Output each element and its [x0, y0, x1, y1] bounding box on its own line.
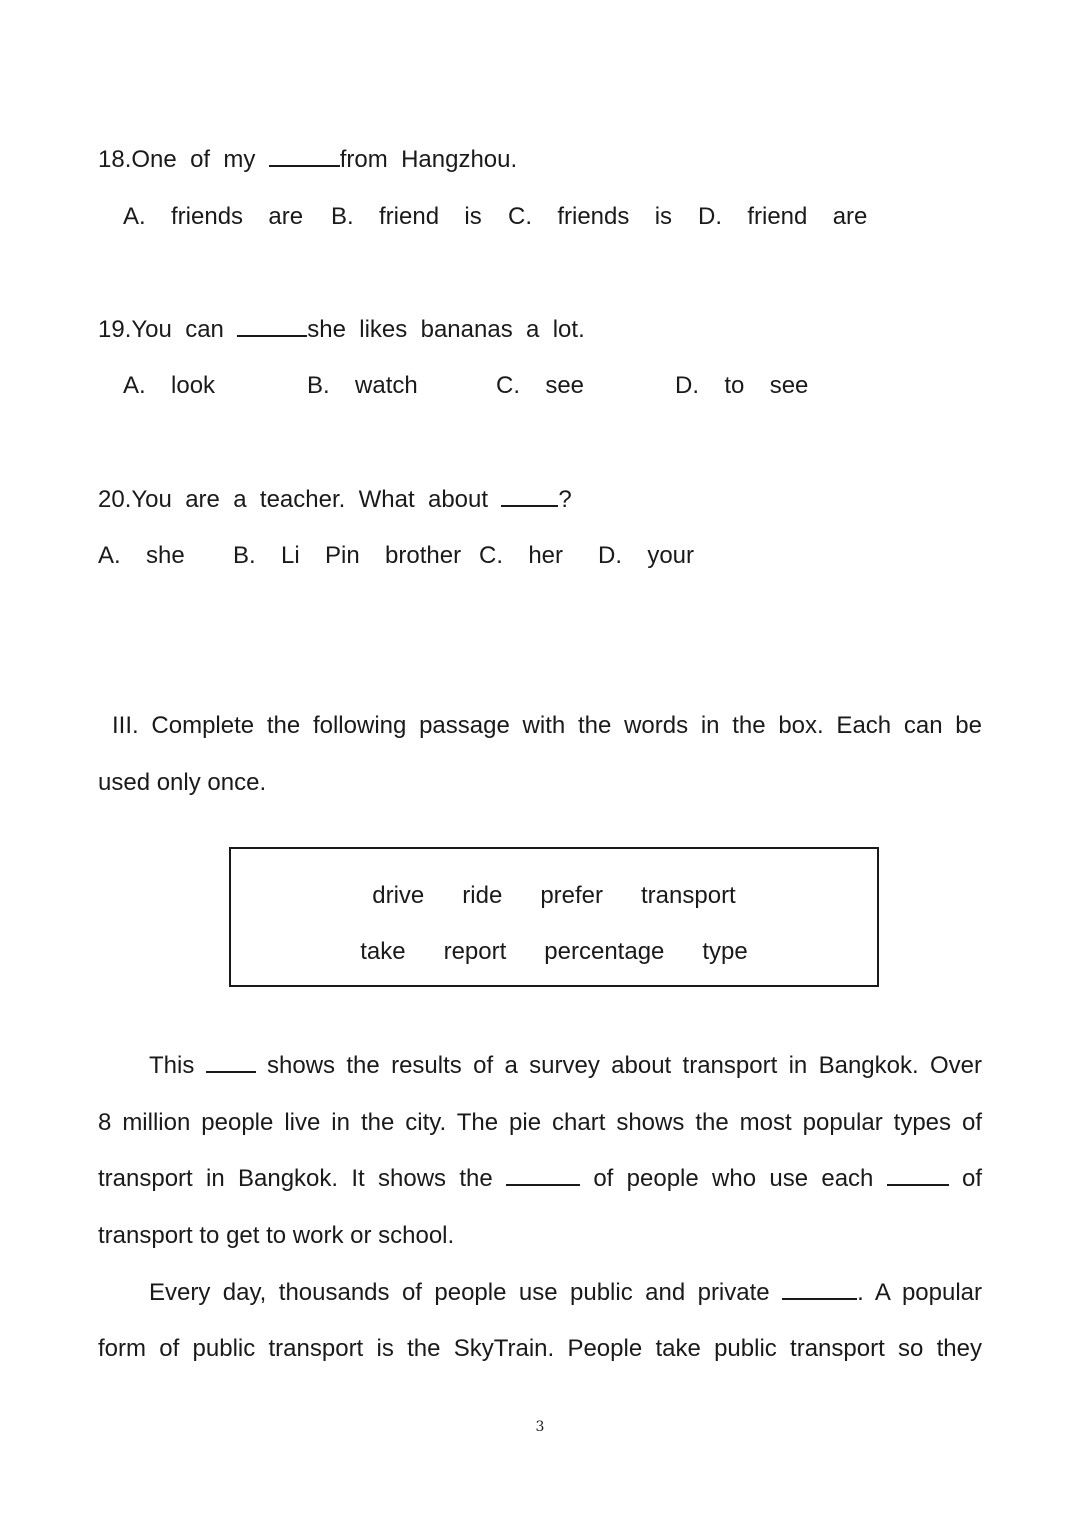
q18-option-d[interactable]: D. friend are: [698, 203, 868, 230]
word-bank-item: ride: [462, 882, 503, 909]
section-3-instruction-line1: III. Complete the following passage with the words in the box. Each can be: [112, 712, 982, 739]
answer-blank[interactable]: [269, 145, 340, 167]
q18-option-b[interactable]: B. friend is: [331, 203, 482, 230]
word-bank-row-1: [231, 881, 877, 911]
passage-blank[interactable]: [506, 1164, 580, 1186]
passage-line-5: Every day, thousands of people use public and private . A popular: [149, 1279, 983, 1306]
q20-option-c[interactable]: C. her: [479, 542, 564, 569]
word-bank-item: drive: [372, 882, 425, 909]
passage-blank[interactable]: [887, 1164, 949, 1186]
section-3-instruction-line2: used only once.: [98, 769, 267, 796]
passage-line-2: 8 million people live in the city. The pie chart shows the most popular types of: [98, 1109, 982, 1136]
passage-line-4: transport to get to work or school.: [98, 1222, 455, 1249]
q19-option-a[interactable]: A. look: [123, 372, 216, 399]
word-bank-item: type: [702, 938, 748, 965]
q19-option-d[interactable]: D. to see: [675, 372, 809, 399]
question-20: 20.You are a teacher. What about ?: [98, 486, 572, 513]
question-19: 19.You can she likes bananas a lot.: [98, 316, 585, 343]
passage-line-1: This shows the results of a survey about transport in Bangkok. Over: [149, 1052, 983, 1079]
passage-line-3: transport in Bangkok. It shows the of people who use each of: [98, 1165, 983, 1192]
q19-option-b[interactable]: B. watch: [307, 372, 418, 399]
word-bank-item: percentage: [544, 938, 665, 965]
q20-option-d[interactable]: D. your: [598, 542, 695, 569]
q20-option-b[interactable]: B. Li Pin brother: [233, 542, 462, 569]
passage-blank[interactable]: [782, 1278, 857, 1300]
word-bank-item: take: [360, 938, 406, 965]
question-18: 18.One of my from Hangzhou.: [98, 146, 518, 173]
word-bank-item: prefer: [540, 882, 604, 909]
word-bank-box: [229, 847, 879, 987]
q20-option-a[interactable]: A. she: [98, 542, 185, 569]
word-bank-item: transport: [641, 882, 736, 909]
passage-blank[interactable]: [206, 1051, 256, 1073]
q19-option-c[interactable]: C. see: [496, 372, 585, 399]
answer-blank[interactable]: [237, 315, 307, 337]
q18-option-c[interactable]: C. friends is: [508, 203, 673, 230]
answer-blank[interactable]: [501, 485, 558, 507]
passage-line-6: form of public transport is the SkyTrain. People take public transport so they: [98, 1335, 982, 1362]
page-number: 3: [535, 1419, 545, 1435]
word-bank-item: report: [443, 938, 507, 965]
q18-option-a[interactable]: A. friends are: [123, 203, 304, 230]
word-bank-row-2: [231, 937, 877, 967]
